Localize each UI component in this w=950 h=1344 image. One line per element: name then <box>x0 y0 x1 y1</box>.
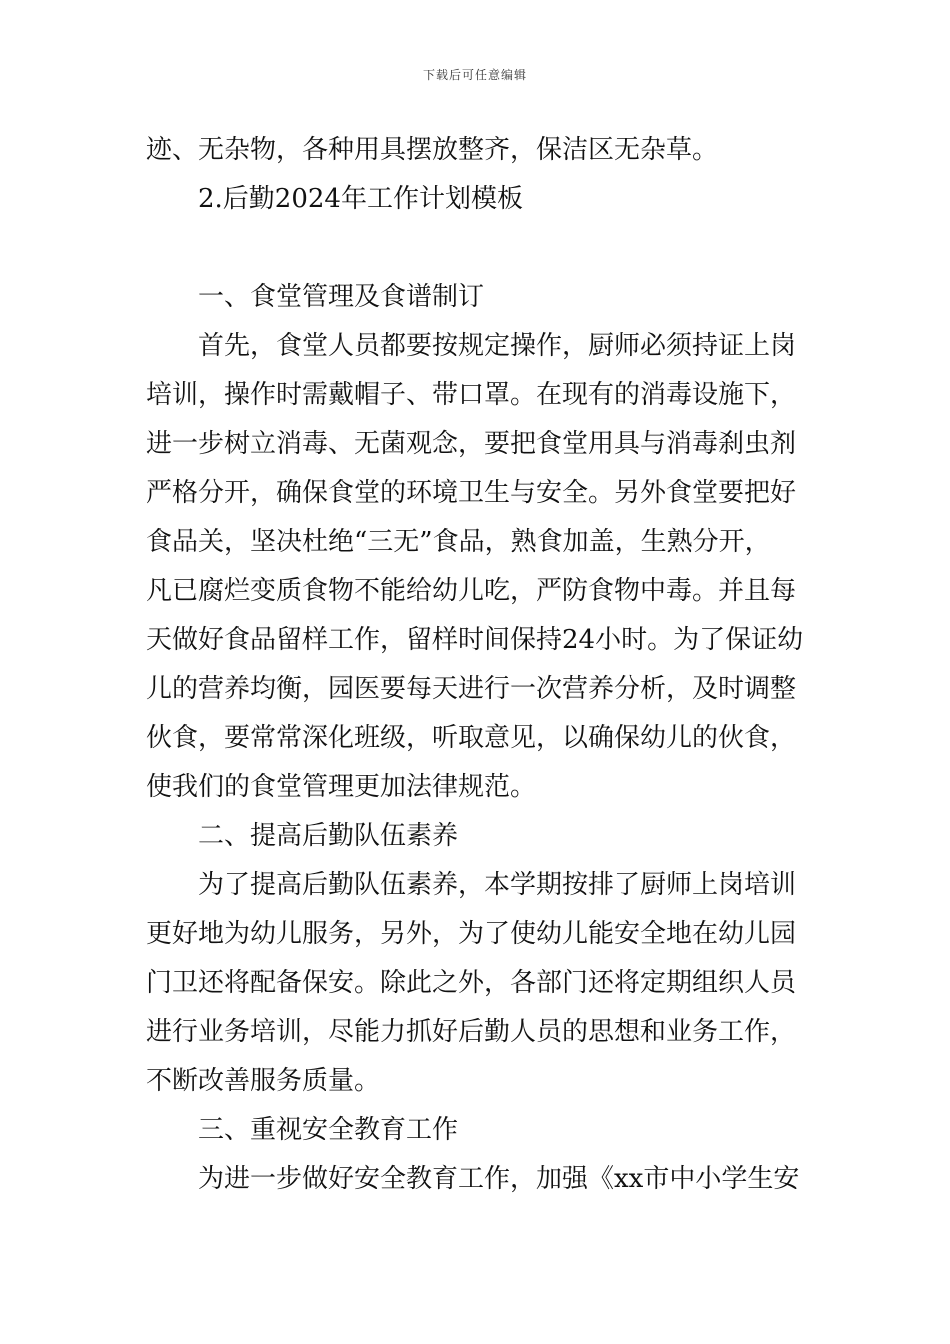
text-line: 儿的营养均衡，园医要每天进行一次营养分析，及时调整 <box>146 674 797 704</box>
document-body <box>146 126 816 1204</box>
text-line: 更好地为幼儿服务，另外，为了使幼儿能安全地在幼儿园 <box>146 919 797 949</box>
text-line: 首先，食堂人员都要按规定操作，厨师必须持证上岗 <box>198 331 797 361</box>
text-line: 三、重视安全教育工作 <box>198 1115 459 1145</box>
text-line: 不断改善服务质量。 <box>146 1066 381 1096</box>
text-line: 食品关，坚决杜绝“三无”食品，熟食加盖，生熟分开， <box>146 527 771 557</box>
text-line: 为了提高后勤队伍素养，本学期按排了厨师上岗培训 <box>198 870 797 900</box>
text-line: 门卫还将配备保安。除此之外，各部门还将定期组织人员 <box>146 968 797 998</box>
text-line: 培训，操作时需戴帽子、带口罩。在现有的消毒设施下， <box>146 380 797 410</box>
text-line: 为进一步做好安全教育工作，加强《xx市中小学生安 <box>198 1164 800 1194</box>
text-line: 严格分开，确保食堂的环境卫生与安全。另外食堂要把好 <box>146 478 797 508</box>
text-line: 进一步树立消毒、无菌观念，要把食堂用具与消毒刹虫剂 <box>146 429 797 459</box>
header-note: 下载后可任意编辑 <box>422 68 527 82</box>
text-line: 进行业务培训，尽能力抓好后勤人员的思想和业务工作， <box>146 1017 797 1047</box>
text-line: 使我们的食堂管理更加法律规范。 <box>146 772 537 802</box>
text-line: 伙食，要常常深化班级，听取意见，以确保幼儿的伙食， <box>146 723 797 753</box>
text-line: 一、食堂管理及食谱制订 <box>198 282 485 312</box>
text-line: 二、提高后勤队伍素养 <box>198 821 459 851</box>
text-line: 天做好食品留样工作，留样时间保持24小时。为了保证幼 <box>146 625 804 655</box>
text-line: 凡已腐烂变质食物不能给幼儿吃，严防食物中毒。并且每 <box>146 576 797 606</box>
text-line: 迹、无杂物，各种用具摆放整齐，保洁区无杂草。 <box>146 135 719 165</box>
blank-line <box>146 224 816 273</box>
text-line: 2.后勤2024年工作计划模板 <box>198 184 523 214</box>
